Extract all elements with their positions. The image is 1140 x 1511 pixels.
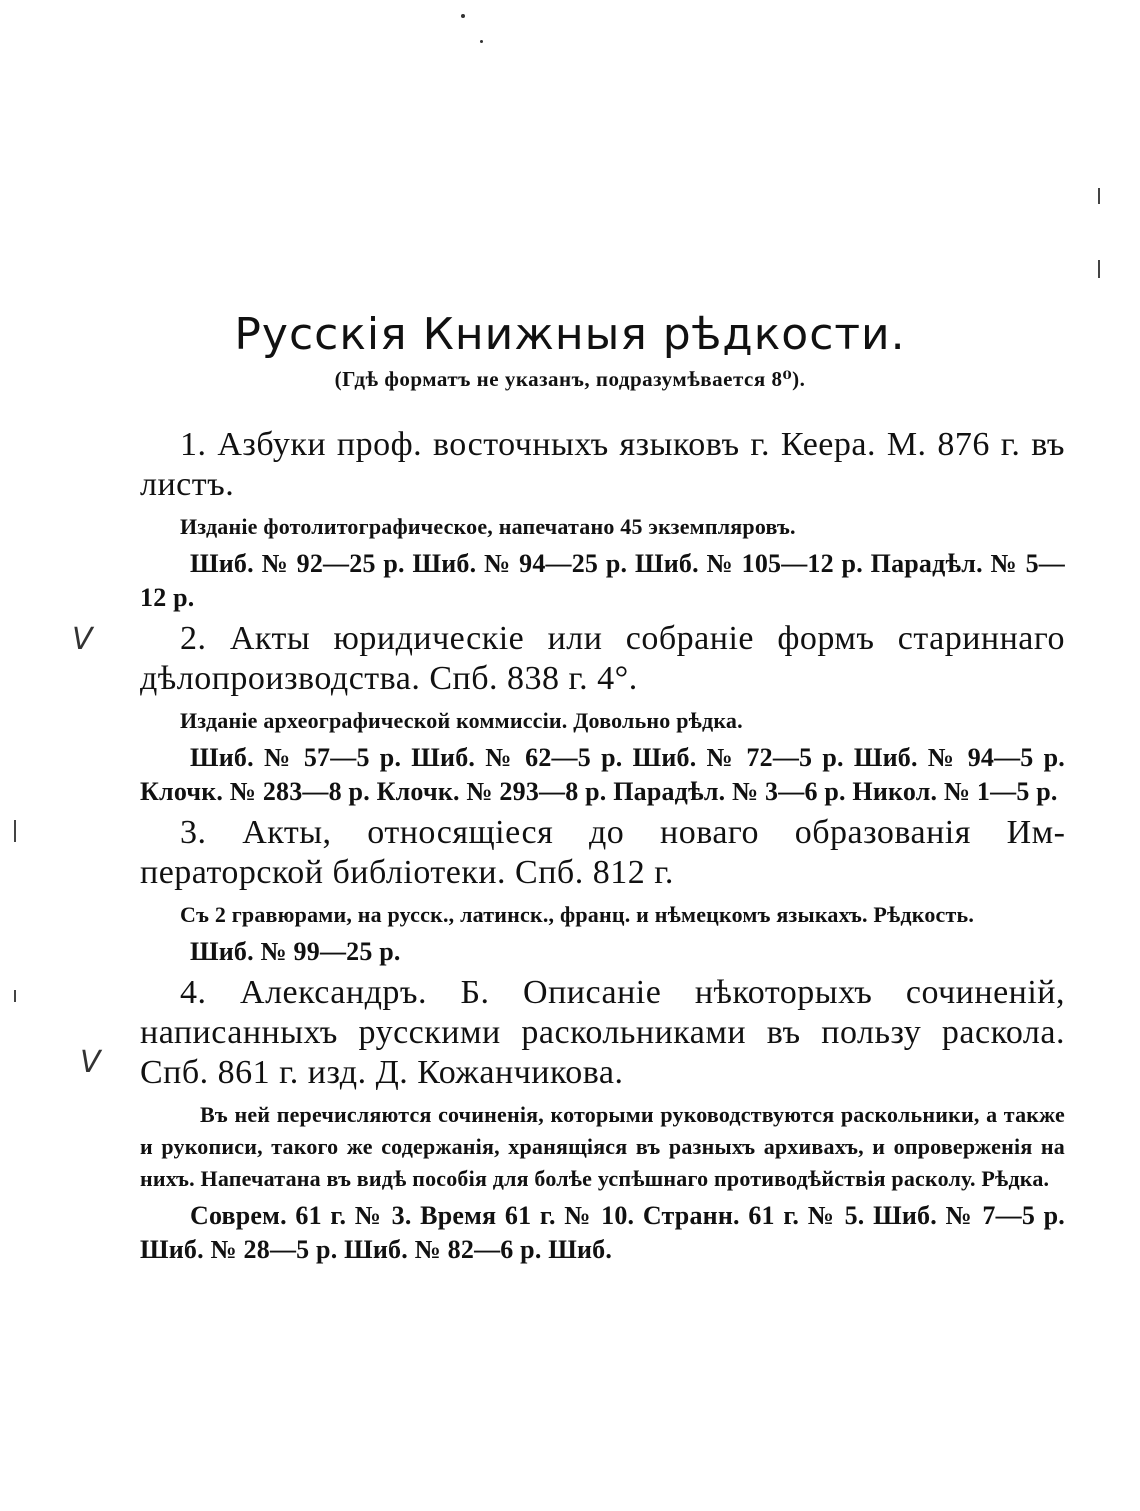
catalogue-entries [140, 425, 1065, 1271]
catalogue-entry [140, 425, 1065, 615]
catalogue-entry [140, 973, 1065, 1267]
entry-note: Съ 2 гравюрами, на русск., латинск., франц. и нѣмецкомъ языкахъ. Рѣдкость. [180, 902, 975, 927]
entry-references: Шиб. № 99—25 р. [190, 937, 401, 966]
margin-checkmark: V [80, 1045, 101, 1080]
print-speck [1098, 260, 1100, 278]
print-speck [1098, 188, 1100, 204]
print-speck [461, 14, 465, 18]
print-speck [480, 40, 483, 43]
entry-heading: 4. Александръ. Б. Описаніе нѣкоторыхъ сочиненій, написанныхъ русскими раскольниками въ пользу раскола. Спб. 861 г. изд. Д. Кожанчикова. [140, 974, 1065, 1091]
catalogue-entry [140, 813, 1065, 969]
entry-heading: 2. Акты юридическіе или собраніе формъ стариннаго дѣлопроизводства. Спб. 838 г. 4°. [140, 620, 1065, 697]
print-speck [14, 820, 16, 842]
entry-references: Шиб. № 92—25 р. Шиб. № 94—25 р. Шиб. № 105—12 р. Парадѣл. № 5—12 р. [140, 549, 1065, 612]
page-subtitle: (Гдѣ форматъ не указанъ, подразумѣвается 8⁰). [334, 367, 806, 391]
entry-references: Шиб. № 57—5 р. Шиб. № 62—5 р. Шиб. № 72—5 р. Шиб. № 94—5 р. Клочк. № 283—8 р. Клочк. № 293—8 р. Парадѣл. № 3—6 р. Никол. № 1—5 р. [140, 743, 1065, 806]
entry-note: Изданіе археографической коммиссіи. Довольно рѣдка. [180, 708, 743, 733]
margin-checkmark: V [72, 622, 93, 657]
entry-note: Изданіе фотолитографическое, напечатано 45 экземпляровъ. [180, 514, 796, 539]
print-speck [14, 990, 16, 1002]
entry-note: Въ ней перечисляются сочиненія, которыми руководствуются раскольники, а также и рукописи, такого же содержанія, хранящіяся въ разныхъ архивахъ, и опроверженія на нихъ. Напечатана въ видѣ пособія для болѣе успѣшнаго противодѣйствія расколу. Рѣдка. [140, 1102, 1065, 1191]
page-title: Русскія Книжныя рѣдкости. [234, 309, 906, 361]
entry-references: Соврем. 61 г. № 3. Время 61 г. № 10. Странн. 61 г. № 5. Шиб. № 7—5 р. Шиб. № 28—5 р. Шиб. № 82—6 р. Шиб. [140, 1201, 1065, 1264]
entry-heading: 3. Акты, относящіеся до новаго образованія Императорской библіотеки. Спб. 812 г. [140, 814, 1065, 891]
entry-heading: 1. Азбуки проф. восточныхъ языковъ г. Кеера. М. 876 г. въ листъ. [140, 426, 1065, 503]
catalogue-entry [140, 619, 1065, 809]
